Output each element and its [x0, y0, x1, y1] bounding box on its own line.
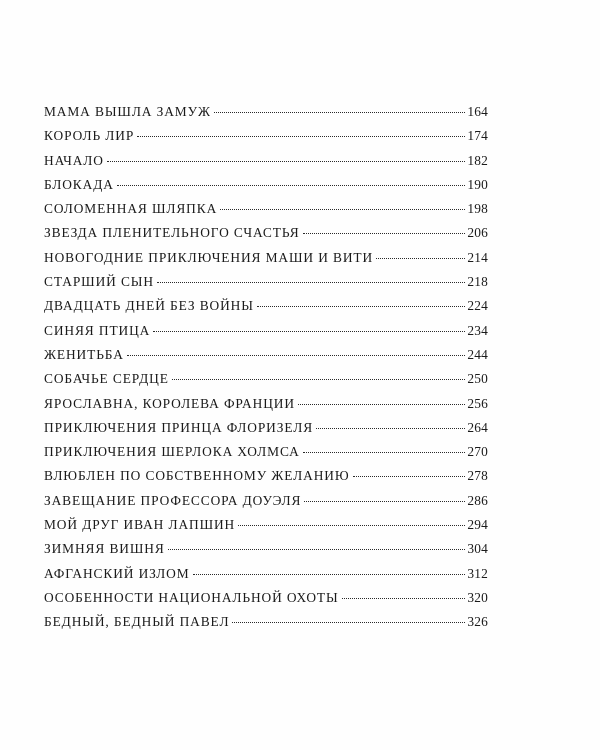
- dot-leader: [238, 525, 465, 526]
- toc-entry-page-number: 190: [467, 176, 488, 192]
- toc-entry: [44, 225, 488, 249]
- toc-entry: [44, 128, 488, 152]
- dot-leader: [137, 136, 465, 137]
- toc-entry-page-number: 256: [467, 395, 488, 411]
- toc-entry-title: ПРИКЛЮЧЕНИЯ ПРИНЦА ФЛОРИЗЕЛЯ: [44, 419, 314, 435]
- toc-entry-page-number: 250: [467, 371, 488, 387]
- dot-leader: [304, 501, 465, 502]
- toc-entry-title: АФГАНСКИЙ ИЗЛОМ: [44, 565, 190, 581]
- toc-entry-title: ЯРОСЛАВНА, КОРОЛЕВА ФРАНЦИИ: [44, 395, 295, 411]
- dot-leader: [316, 428, 465, 429]
- toc-entry-page-number: 224: [467, 298, 488, 314]
- toc-entry: [44, 420, 488, 444]
- dot-leader: [172, 379, 466, 380]
- toc-entry: [44, 177, 488, 201]
- dot-leader: [257, 306, 465, 307]
- toc-entry-title: ЗАВЕЩАНИЕ ПРОФЕССОРА ДОУЭЛЯ: [44, 492, 302, 508]
- toc-entry-title: КОРОЛЬ ЛИР: [44, 128, 135, 144]
- toc-entry-title: ПРИКЛЮЧЕНИЯ ШЕРЛОКА ХОЛМСА: [44, 444, 300, 460]
- toc-entry-page-number: 206: [467, 225, 488, 241]
- dot-leader: [232, 622, 465, 623]
- table-of-contents: [44, 104, 488, 639]
- toc-entry: [44, 590, 488, 614]
- dot-leader: [220, 209, 465, 210]
- toc-entry-page-number: 312: [467, 565, 488, 581]
- toc-entry: [44, 347, 488, 371]
- toc-entry-page-number: 174: [467, 128, 488, 144]
- toc-entry: [44, 541, 488, 565]
- toc-entry: [44, 614, 488, 638]
- toc-entry-title: НАЧАЛО: [44, 152, 104, 168]
- dot-leader: [353, 476, 466, 477]
- toc-entry-page-number: 270: [467, 444, 488, 460]
- toc-entry-page-number: 264: [467, 419, 488, 435]
- dot-leader: [157, 282, 465, 283]
- toc-entry-page-number: 326: [467, 614, 488, 630]
- dot-leader: [153, 331, 465, 332]
- dot-leader: [117, 185, 465, 186]
- toc-entry-page-number: 214: [467, 249, 488, 265]
- toc-entry-title: СИНЯЯ ПТИЦА: [44, 322, 151, 338]
- toc-entry-title: СОБАЧЬЕ СЕРДЦЕ: [44, 371, 169, 387]
- toc-entry-page-number: 164: [467, 104, 488, 119]
- dot-leader: [214, 112, 465, 113]
- toc-entry-title: ВЛЮБЛЕН ПО СОБСТВЕННОМУ ЖЕЛАНИЮ: [44, 468, 350, 484]
- toc-entry: [44, 250, 488, 274]
- toc-entry: [44, 201, 488, 225]
- dot-leader: [107, 161, 465, 162]
- toc-entry: [44, 468, 488, 492]
- dot-leader: [127, 355, 466, 356]
- toc-entry-title: БЛОКАДА: [44, 176, 114, 192]
- toc-entry-page-number: 182: [467, 152, 488, 168]
- dot-leader: [376, 258, 465, 259]
- toc-entry-title: ЖЕНИТЬБА: [44, 346, 124, 362]
- toc-entry: [44, 566, 488, 590]
- toc-entry-title: СОЛОМЕННАЯ ШЛЯПКА: [44, 201, 218, 217]
- dot-leader: [193, 574, 466, 575]
- dot-leader: [303, 233, 466, 234]
- toc-entry-title: ОСОБЕННОСТИ НАЦИОНАЛЬНОЙ ОХОТЫ: [44, 589, 339, 605]
- toc-entry-page-number: 286: [467, 492, 488, 508]
- dot-leader: [298, 404, 465, 405]
- dot-leader: [303, 452, 466, 453]
- toc-entry: [44, 444, 488, 468]
- toc-entry: [44, 104, 488, 128]
- toc-entry-title: МОЙ ДРУГ ИВАН ЛАПШИН: [44, 517, 236, 533]
- toc-entry-page-number: 304: [467, 541, 488, 557]
- toc-entry: [44, 153, 488, 177]
- toc-entry: [44, 274, 488, 298]
- toc-entry: [44, 396, 488, 420]
- toc-entry-title: НОВОГОДНИЕ ПРИКЛЮЧЕНИЯ МАШИ И ВИТИ: [44, 249, 374, 265]
- toc-entry: [44, 517, 488, 541]
- toc-entry-page-number: 218: [467, 274, 488, 290]
- toc-entry-title: МАМА ВЫШЛА ЗАМУЖ: [44, 104, 211, 119]
- toc-entry: [44, 323, 488, 347]
- toc-entry: [44, 493, 488, 517]
- toc-entry-title: СТАРШИЙ СЫН: [44, 274, 154, 290]
- toc-entry-page-number: 244: [467, 346, 488, 362]
- toc-entry-page-number: 234: [467, 322, 488, 338]
- toc-entry-title: ЗИМНЯЯ ВИШНЯ: [44, 541, 165, 557]
- toc-entry-title: ДВАДЦАТЬ ДНЕЙ БЕЗ ВОЙНЫ: [44, 298, 254, 314]
- dot-leader: [168, 549, 466, 550]
- toc-entry-page-number: 294: [467, 517, 488, 533]
- toc-entry-page-number: 278: [467, 468, 488, 484]
- toc-entry: [44, 298, 488, 322]
- toc-entry-title: БЕДНЫЙ, БЕДНЫЙ ПАВЕЛ: [44, 614, 230, 630]
- toc-entry: [44, 371, 488, 395]
- toc-entry-title: ЗВЕЗДА ПЛЕНИТЕЛЬНОГО СЧАСТЬЯ: [44, 225, 300, 241]
- toc-entry-page-number: 198: [467, 201, 488, 217]
- toc-entry-page-number: 320: [467, 589, 488, 605]
- dot-leader: [342, 598, 466, 599]
